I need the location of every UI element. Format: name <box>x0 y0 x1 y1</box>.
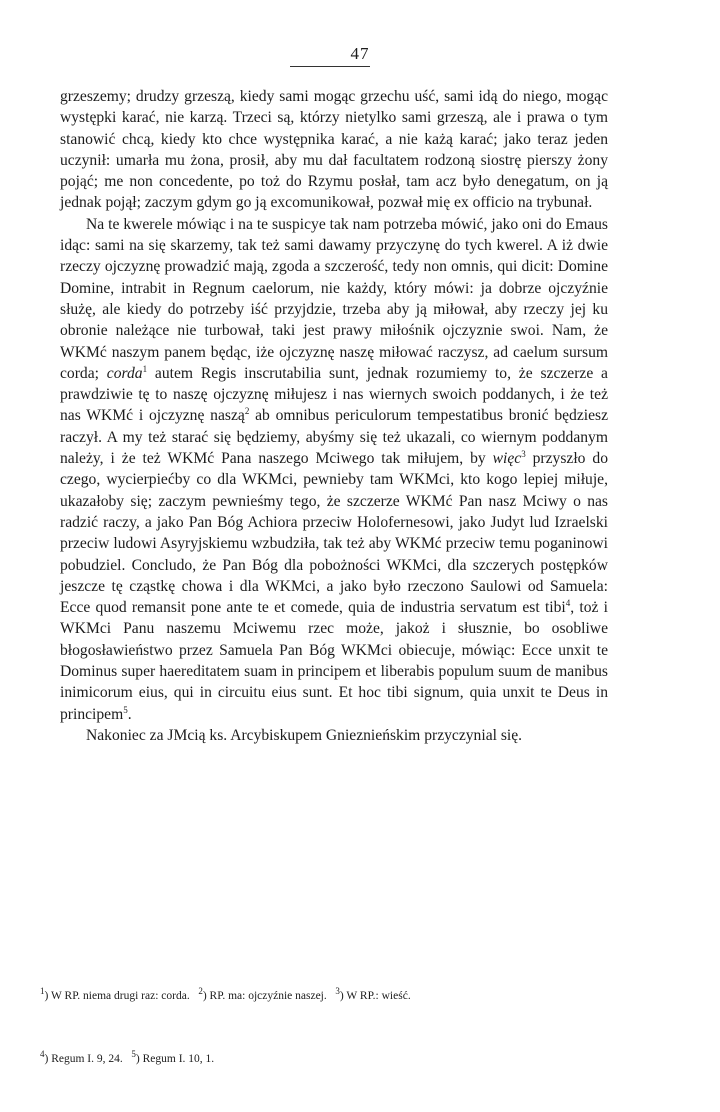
footnote-marker-3: 3 <box>335 986 340 997</box>
footnote-ref-2: 2 <box>244 406 250 417</box>
paragraph-3: Nakoniec za JMcią ks. Arcybiskupem Gnieznieńskim przyczynial się. <box>86 726 523 744</box>
footnote-5: ) Regum I. 10, 1. <box>135 1053 215 1065</box>
italic-wiec: więc <box>492 450 522 468</box>
footnote-marker-1: 1 <box>40 986 45 997</box>
footnotes <box>40 944 610 1112</box>
footnote-2: ) RP. ma: ojczyźnie naszej. <box>202 990 336 1002</box>
paragraph-1: grzeszemy; drudzy grzeszą, kiedy sami mogąc grzechu uść, sami idą do niego, mogąc występki karać, nie karzą. Trzeci są, którzy nietylko sami grzeszą, ale i prawa o tym stanowić chcą, kiedy kto chce występnika karać, a nie każą karać; jako teraz jeden uczynił: umarła mu żona, prosił, aby mu dał facultatem rodzoną siostrę pierszy żony pojąć; me non concedente, po toż do Rzymu posłał, tam acz było denegatum, on ją jednak pojął; zaczym gdym go ją excomunikował, pozwał mię ex officio na trybunał. <box>60 88 608 212</box>
paragraph-2: Na te kwerele mówiąc i na te suspicye tak nam potrzeba mówić, jako oni do Emaus idąc: sami na się skarzemy, tak też sami dawamy przyczynę do tych kwerel. A iż dwie rzeczy ojczyznę prowadzić mają, zgoda a szczerość, tedy non omnis, qui dicit: Domine Domine, intrabit in Regnum caelorum, nie każdy, który mówi: ja dobrze ojczyźnie służę, ale kiedy do potrzeby iść przyjdzie, trzeba aby ją miłował, aby rzeczy jej ku obronie należące nie turbował, taki jest prawy miłośnik ojczyznie swoi. Nam, że WKMć naszym panem będąc, iże ojczyznę naszę miłować raczysz, ad caelum sursum corda; corda$^1$ autem Regis inscrutabilia sunt, jednak rozumiemy to, że szczerze a prawdziwie tę to naszę ojczyznę miłujesz i nas wiernych swoich poddanych, i że też nas WKMć i ojczyznę naszą$^2$ ab omnibus periculorum tempestatibus bronić będziesz raczył. A my też starać się będziemy, abyśmy się też ukazali, co wiernym poddanym należy, i że też WKMć Pana naszego Mciwego tak miłujem, by więc$^3$ przyszło do czego, wycierpiećby co dla WKMci, pewnieby tam WKMci, kto kogo lepiej miłuje, ukazałoby się; zaczym pewnieśmy tego, że szczerze WKMć Pan nasz Mciwy o nas radzić raczy, a jako Pan Bóg Achiora przeciw Holofernesowi, jako Judyt lud Izraelski przeciw ludowi Asyryjskiemu wzbudziła, tak też aby WKMć przeciw temu poganinowi pobudziel. Concludo, że Pan Bóg dla pobożności WKMci, dla szczerych postępków jeszcze tę cząstkę chowa i dla WKMci, a jako było rzeczono Saulowi od Samuela: Ecce quod remansit pone ante te et comede, quia de industria servatum est tibi$^4$, toż i WKMci Panu naszemu Mciwemu rzec może, jakoż i słusznie, bo osobliwe błogosławieństwo przez Samuela Pan Bóg WKMci obiecuje, mówiąc: Ecce unxit te Dominus super haereditatem suam in principem et liberabis populum suum de manibus inimicorum eius, qui in circuitu eius sunt. Et hoc tibi signum, quia unxit te Deus in principem$^5$. <box>60 215 609 723</box>
footnote-ref-5: 5 <box>123 704 128 715</box>
footnote-1: ) W RP. niema drugi raz: corda. <box>44 990 199 1002</box>
footnote-ref-4: 4 <box>565 597 571 608</box>
footnote-ref-1: 1 <box>142 363 148 374</box>
page-number-rule <box>290 66 370 67</box>
footnote-ref-3: 3 <box>521 448 526 459</box>
italic-corda: corda <box>106 364 143 382</box>
footnote-4: ) Regum I. 9, 24. <box>44 1053 132 1065</box>
page-number: 47 <box>350 44 370 63</box>
footnote-3: ) W RP.: wieść. <box>339 990 411 1002</box>
footnote-marker-4: 4 <box>40 1049 45 1060</box>
footnote-marker-2: 2 <box>198 986 203 997</box>
body-text <box>60 86 608 746</box>
footnote-line-1 <box>40 986 610 1007</box>
footnote-line-2 <box>40 1049 610 1070</box>
footnote-marker-5: 5 <box>131 1049 136 1060</box>
